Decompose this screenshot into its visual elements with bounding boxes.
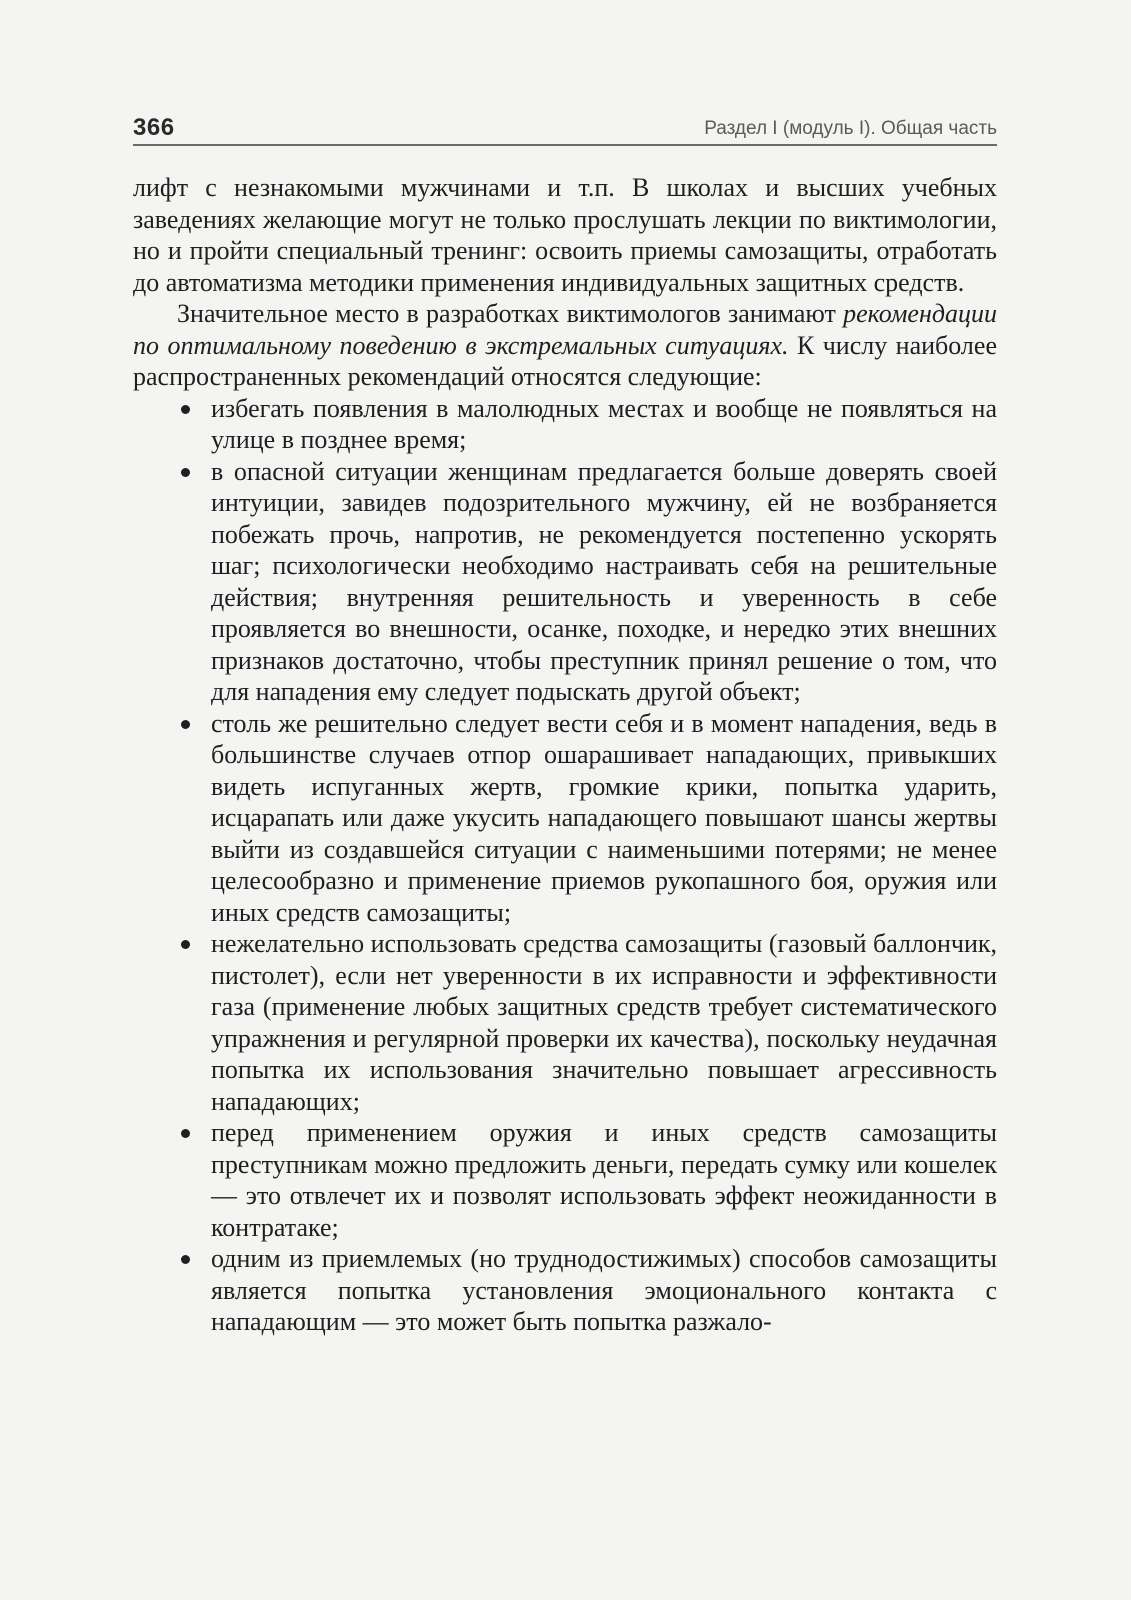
list-item-text: в опасной ситуации женщинам предлагается больше доверять своей интуиции, завидев подозрительного мужчину, ей не возбраняется побежать прочь, напротив, не рекомендуется постепенно ускорять шаг; психологически необходимо настраивать себя на решительные действия; внутренняя решительность и уверенность в себе проявляется во внешности, осанке, походке, и нередко этих внешних признаков достаточно, чтобы преступник принял решение о том, что для нападения ему следует подыскать другой объект; [211, 456, 997, 706]
paragraph-continued: лифт с незнакомыми мужчинами и т.п. В школах и высших учебных заведениях желающие могут не только прослушать лекции по виктимологии, но и пройти специальный тренинг: освоить приемы самозащиты, отработать до автоматизма методики применения индивидуальных защитных средств. [133, 173, 997, 297]
list-item-text: одним из приемлемых (но труднодостижимых) способов самозащиты является попытка установления эмоционального контакта с нападающим — это может быть попытка разжало- [211, 1244, 997, 1336]
list-item-text: избегать появления в малолюдных местах и вообще не появляться на улице в позднее время; [211, 393, 997, 454]
list-item [211, 456, 997, 708]
list-item [211, 393, 997, 456]
page-number: 366 [133, 114, 175, 141]
page-body [133, 172, 997, 1338]
bullet-icon [181, 720, 190, 729]
page-header [133, 110, 997, 146]
list-item [211, 1117, 997, 1243]
bullet-icon [181, 405, 190, 414]
list-item-text: столь же решительно следует вести себя и в момент нападения, ведь в большинстве случаев отпор ошарашивает нападающих, привыкших видеть испуганных жертв, громкие крики, попытка ударить, исцарапать или даже укусить нападающего повышают шансы жертвы выйти из создавшейся ситуации с наименьшими потерями; не менее целесообразно и применение приемов рукопашного боя, оружия или иных средств самозащиты; [211, 708, 997, 927]
running-head: Раздел I (модуль I). Общая часть [704, 118, 997, 139]
list-item-text: нежелательно использовать средства самозащиты (газовый баллончик, пистолет), если нет уверенности в их исправности и эффективности газа (применение любых защитных средств требует систематического упражнения и регулярной проверки их качества), поскольку неудачная попытка их использования значительно повышает агрессивность нападающих; [211, 929, 997, 1116]
list-item [211, 1243, 997, 1338]
bullet-icon [181, 1255, 190, 1264]
emphasized-phrase: рекомендации по оптимальному поведению в экстремальных ситуациях. [133, 299, 997, 360]
bullet-icon [181, 468, 190, 477]
bullet-icon [181, 1129, 190, 1138]
paragraph-text-start: Значительное место в разработках виктимологов занимают [177, 299, 844, 328]
paragraph-recommendations [133, 298, 997, 393]
recommendations-list [133, 393, 997, 1338]
list-item-text: перед применением оружия и иных средств самозащиты преступникам можно предложить деньги, передать сумку или кошелек — это отвлечет их и позволят использовать эффект неожиданности в контратаке; [211, 1118, 997, 1242]
paragraph-text-end: К числу наиболее распространенных рекомендаций относятся следующие: [133, 330, 997, 391]
list-item [211, 708, 997, 929]
bullet-icon [181, 940, 190, 949]
list-item [211, 928, 997, 1117]
